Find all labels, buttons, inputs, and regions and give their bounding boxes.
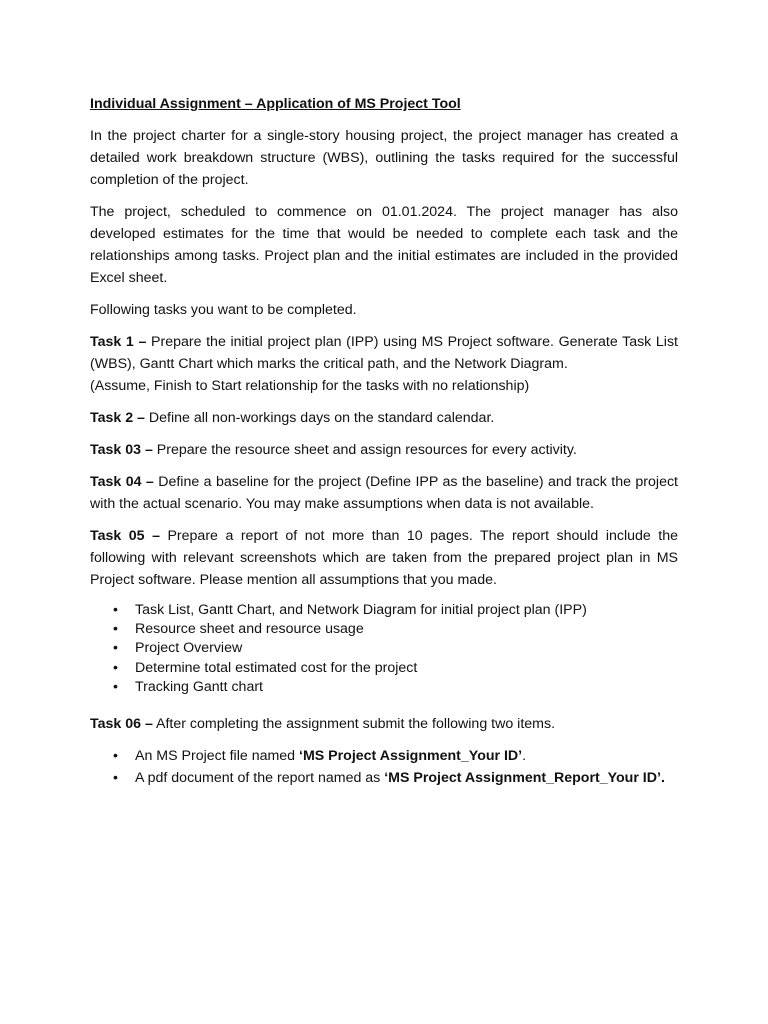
task-1-text: Prepare the initial project plan (IPP) using MS Project software. Generate Task List (WBS), Gantt Chart which marks the critical path, and the Network Diagram.: [90, 334, 678, 372]
task-4-paragraph: [90, 471, 678, 515]
submission-items-list: [90, 745, 678, 789]
list-item: [90, 745, 678, 767]
submit-item-prefix: A pdf document of the report named as: [135, 770, 385, 787]
task-1-label: Task 1 –: [90, 334, 147, 350]
task-5-text: Prepare a report of not more than 10 pages. The report should include the following with relevant screenshots which are taken from the prepared project plan in MS Project software. Please mention all assumptions that you made.: [90, 528, 678, 588]
submit-item-filename: ‘MS Project Assignment_Report_Your ID’.: [384, 770, 665, 787]
submit-item-filename: ‘MS Project Assignment_Your ID’: [299, 748, 523, 765]
report-items-list: [90, 601, 678, 697]
task-5-paragraph: [90, 525, 678, 591]
task-2-label: Task 2 –: [90, 410, 145, 426]
list-item: • Tracking Gantt chart: [90, 678, 678, 697]
intro-paragraph-1: In the project charter for a single-story housing project, the project manager has created a detailed work breakdown structure (WBS), outlining the tasks required for the successful completion of the project.: [90, 128, 678, 188]
submit-item-suffix: .: [522, 748, 527, 765]
task-4-text: Define a baseline for the project (Define IPP as the baseline) and track the project with the actual scenario. You may make assumptions when data is not available.: [90, 474, 678, 512]
task-6-label: Task 06 –: [90, 716, 153, 733]
task-4-label: Task 04 –: [90, 474, 154, 490]
task-2-text: Define all non-workings days on the standard calendar.: [144, 410, 495, 426]
task-1-paragraph: [90, 331, 678, 397]
task-3-text: Prepare the resource sheet and assign resources for every activity.: [152, 442, 577, 458]
intro-paragraph-3: Following tasks you want to be completed.: [90, 302, 357, 318]
submit-item-prefix: An MS Project file named: [135, 748, 300, 765]
task-6-text: After completing the assignment submit the following two items.: [152, 716, 556, 733]
task-2-paragraph: [90, 407, 678, 429]
task-6-paragraph: [90, 713, 678, 735]
task-1-note: (Assume, Finish to Start relationship for the tasks with no relationship): [90, 378, 530, 394]
intro-paragraph-2: The project, scheduled to commence on 01.01.2024. The project manager has also developed estimates for the time that would be needed to complete each task and the relationships among tasks. Project plan and the initial estimates are included in the provided Excel sheet.: [90, 204, 678, 286]
document-page: [90, 93, 678, 805]
task-3-label: Task 03 –: [90, 442, 153, 458]
list-item: [90, 767, 678, 789]
document-title: Individual Assignment – Application of MS Project Tool: [90, 96, 461, 112]
task-5-label: Task 05 –: [90, 528, 160, 544]
list-item: • Task List, Gantt Chart, and Network Diagram for initial project plan (IPP): [90, 601, 678, 620]
list-item: • Determine total estimated cost for the project: [90, 659, 678, 678]
task-3-paragraph: [90, 439, 678, 461]
list-item: • Project Overview: [90, 639, 678, 658]
list-item: • Resource sheet and resource usage: [90, 620, 678, 639]
